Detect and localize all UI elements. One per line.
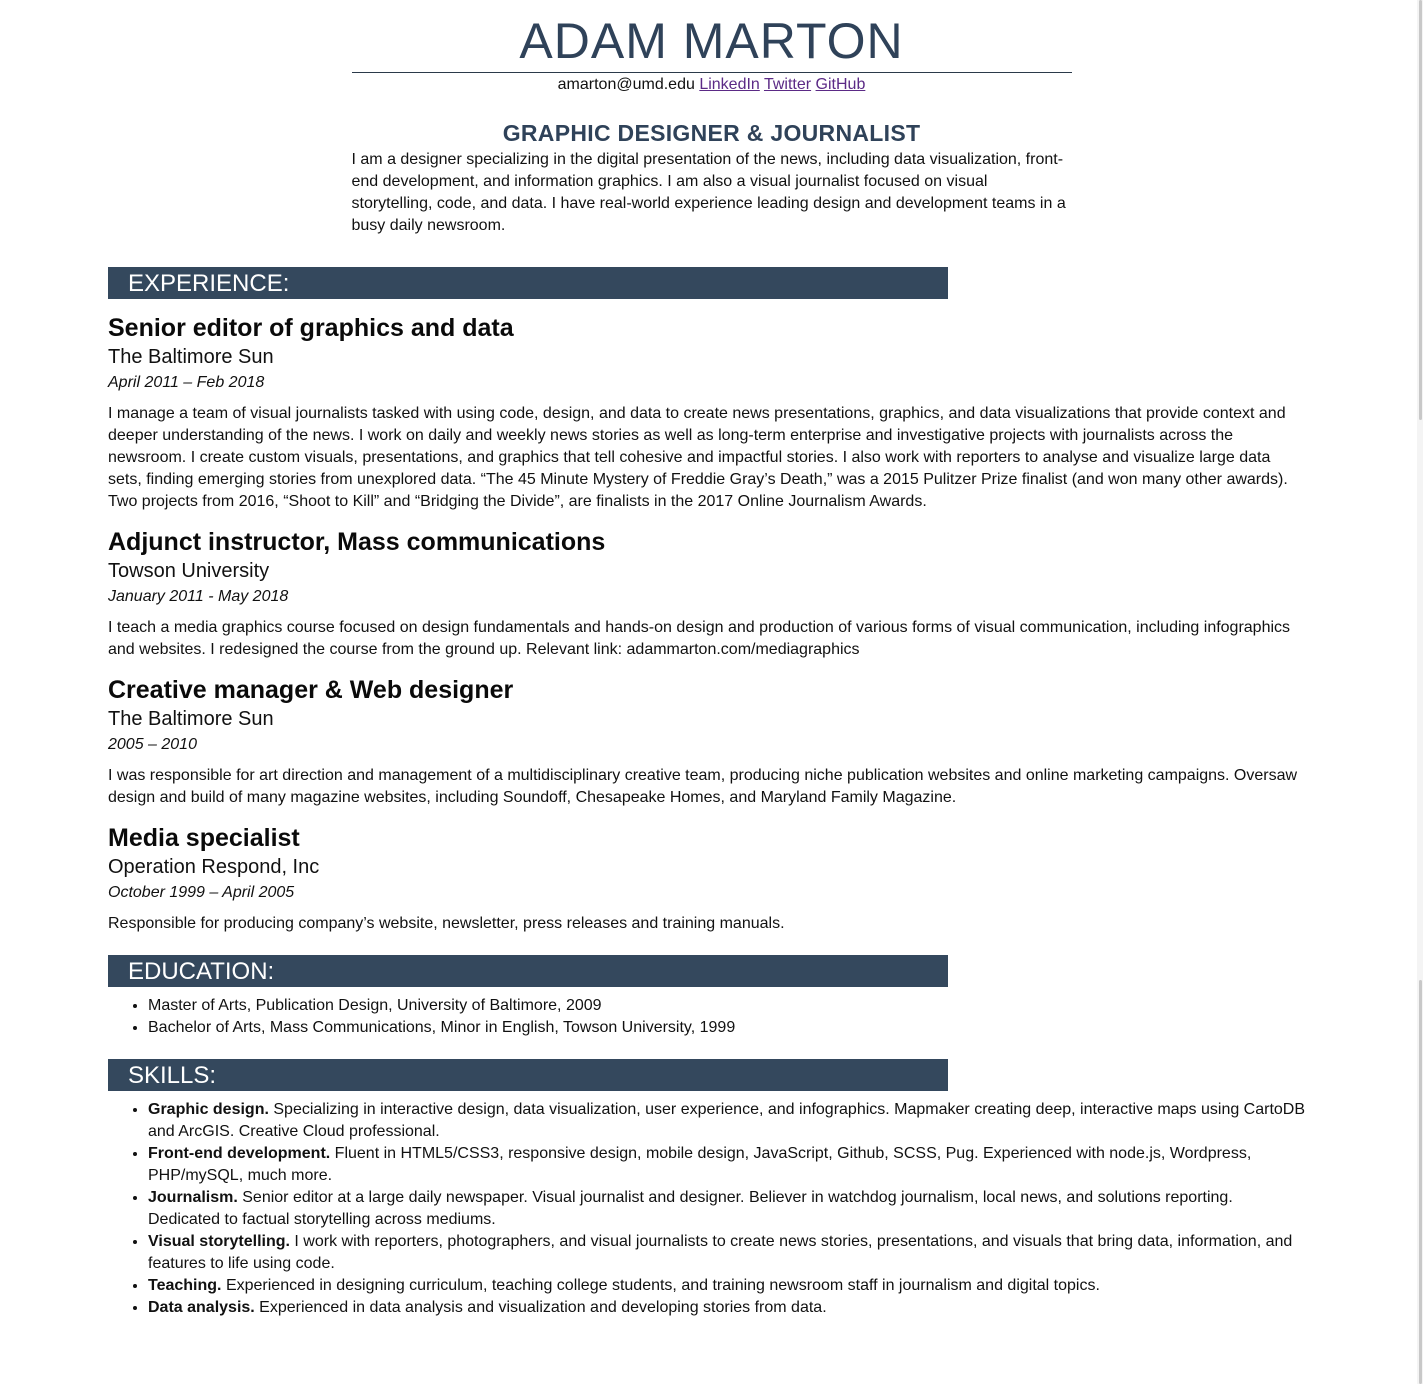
job-description: I teach a media graphics course focused on design fundamentals and hands-on design and production of various forms of visual communication, including infographics and websites. I redesigned the course from the ground up. Relevant link: adammarton.com/mediagraphics — [108, 619, 1291, 658]
job-title: Creative manager & Web designer — [108, 676, 514, 704]
header-divider — [352, 72, 1072, 73]
skills-list — [108, 1099, 1308, 1319]
education-list — [108, 995, 1308, 1039]
list-item: • Bachelor of Arts, Mass Communications, Minor in English, Towson University, 1999 — [148, 1017, 1308, 1039]
list-item — [148, 1231, 1308, 1275]
job-entry — [108, 675, 1308, 809]
skill-text: Fluent in HTML5/CSS3, responsive design, mobile design, JavaScript, Github, SCSS, Pug. Experienced with node.js, Wordpress, PHP/mySQL, much more. — [148, 1145, 1252, 1184]
skill-label: Data analysis. — [148, 1299, 255, 1316]
job-entry — [108, 313, 1308, 513]
job-dates: October 1999 – April 2005 — [108, 884, 295, 901]
email-text: amarton@umd.edu — [557, 76, 695, 93]
job-organization: The Baltimore Sun — [108, 346, 274, 368]
job-title: Media specialist — [108, 824, 300, 852]
github-link[interactable]: GitHub — [815, 76, 866, 93]
skill-label: Front-end development. — [148, 1145, 331, 1162]
scrollbar-thumb[interactable] — [1419, 0, 1422, 420]
scrollbar-thumb[interactable] — [1419, 980, 1422, 1384]
job-organization: Towson University — [108, 560, 270, 582]
summary-paragraph: I am a designer specializing in the digital presentation of the news, including data visualization, front-end development, and information graphics. I am also a visual journalist focused on visual storytelling, code, and data. I have real-world experience leading design and development teams in a busy daily newsroom. — [351, 151, 1066, 234]
job-description: I was responsible for art direction and management of a multidisciplinary creative team, producing niche publication websites and online marketing campaigns. Oversaw design and build of many magazine websites, including Soundoff, Chesapeake Homes, and Maryland Family Magazine. — [108, 767, 1298, 806]
skill-text: Senior editor at a large daily newspaper. Visual journalist and designer. Believer in watchdog journalism, local news, and solutions reporting. Dedicated to factual storytelling across mediums. — [148, 1189, 1233, 1228]
skill-label: Journalism. — [148, 1189, 238, 1206]
skill-text: I work with reporters, photographers, and visual journalists to create news stories, presentations, and visuals that bring data, information, and features to life using code. — [148, 1233, 1293, 1272]
job-entry — [108, 527, 1308, 661]
job-entry — [108, 823, 1308, 935]
list-item — [148, 1187, 1308, 1231]
list-item — [148, 1099, 1308, 1143]
job-title: Adjunct instructor, Mass communications — [108, 528, 606, 556]
resume-header — [352, 0, 1072, 237]
skill-text: Experienced in data analysis and visualization and developing stories from data. — [254, 1299, 827, 1316]
job-dates: April 2011 – Feb 2018 — [108, 374, 265, 391]
scrollbar[interactable] — [1417, 0, 1423, 1384]
job-title: Senior editor of graphics and data — [108, 314, 514, 342]
job-description: Responsible for producing company’s website, newsletter, press releases and training manuals. — [108, 915, 785, 932]
experience-heading: EXPERIENCE: — [108, 267, 948, 299]
skill-text: Experienced in designing curriculum, teaching college students, and training newsroom staff in journalism and digital topics. — [221, 1277, 1100, 1294]
twitter-link[interactable]: Twitter — [763, 76, 812, 93]
job-organization: Operation Respond, Inc — [108, 856, 320, 878]
education-heading: EDUCATION: — [108, 955, 948, 987]
job-dates: January 2011 - May 2018 — [108, 588, 289, 605]
skills-heading: SKILLS: — [108, 1059, 948, 1091]
job-organization: The Baltimore Sun — [108, 708, 274, 730]
skill-text: Specializing in interactive design, data visualization, user experience, and infographics. Mapmaker creating deep, interactive maps using CartoDB and ArcGIS. Creative Cloud professional. — [148, 1101, 1306, 1140]
skill-label: Visual storytelling. — [148, 1233, 290, 1250]
resume-body — [108, 267, 1308, 1319]
list-item — [148, 1297, 1308, 1319]
skill-label: Teaching. — [148, 1277, 222, 1294]
page-title: ADAM MARTON — [519, 13, 904, 69]
job-dates: 2005 – 2010 — [108, 736, 197, 753]
job-description: I manage a team of visual journalists tasked with using code, design, and data to create news presentations, graphics, and data visualizations that provide context and deeper understanding of the news. I work on daily and weekly news stories as well as long-term enterprise and investigative projects with journalists across the newsroom. I create custom visuals, presentations, and graphics that tell cohesive and impactful stories. I also work with reporters to analyse and visualize large data sets, finding emerging stories from unexplored data. “The 45 Minute Mystery of Freddie Gray’s Death,” was a 2015 Pulitzer Prize finalist (and won many other awards). Two projects from 2016, “Shoot to Kill” and “Bridging the Divide”, are finalists in the 2017 Online Journalism Awards. — [108, 405, 1288, 510]
contact-line — [352, 75, 1072, 95]
headline: GRAPHIC DESIGNER & JOURNALIST — [502, 120, 921, 146]
list-item — [148, 1275, 1308, 1297]
skill-label: Graphic design. — [148, 1101, 269, 1118]
list-item — [148, 1143, 1308, 1187]
list-item: • Master of Arts, Publication Design, University of Baltimore, 2009 — [148, 995, 1308, 1017]
linkedin-link[interactable]: LinkedIn — [699, 76, 760, 93]
